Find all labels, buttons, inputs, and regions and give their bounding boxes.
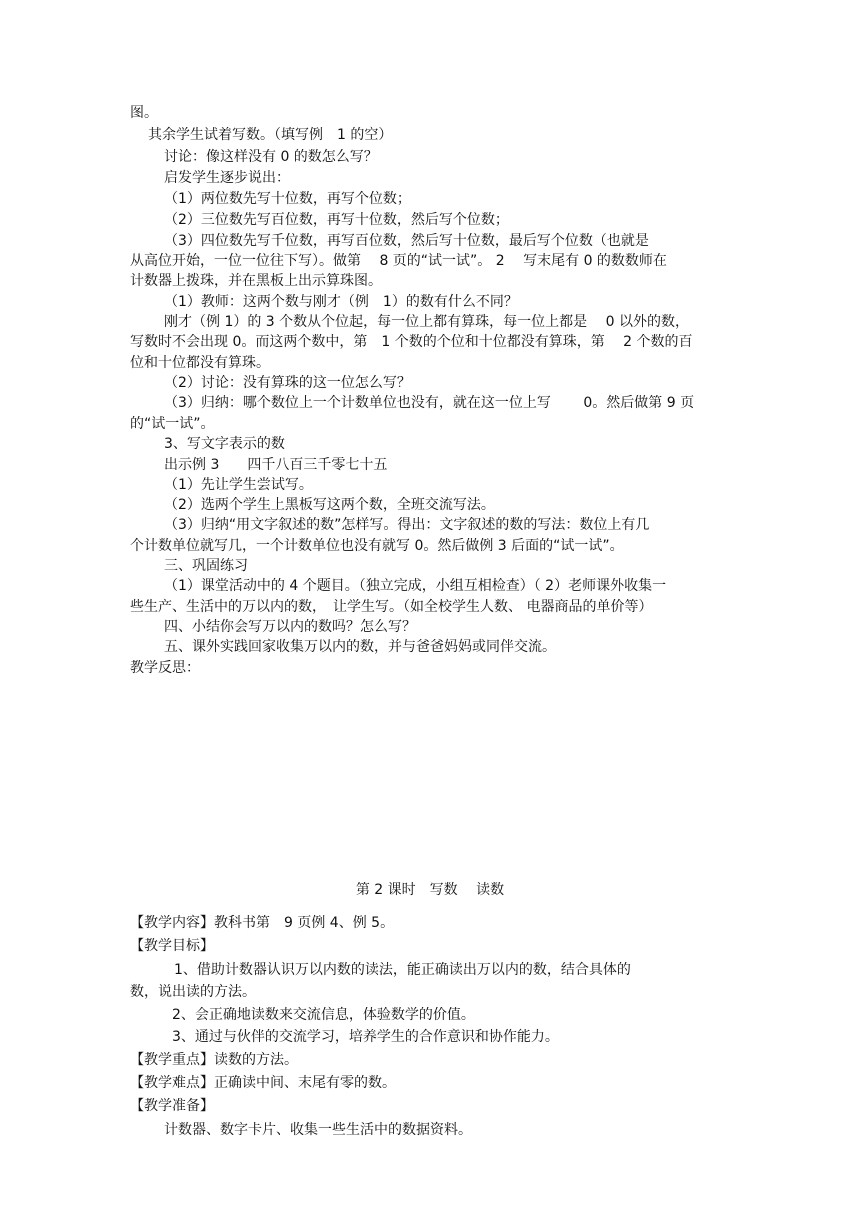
text-line: 【教学准备】 — [130, 1098, 214, 1114]
text-line: 讨论：像这样没有 0 的数怎么写？ — [164, 149, 378, 165]
text-line: （1）两位数先写十位数，再写个位数； — [164, 191, 411, 207]
text-line: 1、借助计数器认识万以内数的读法，能正确读出万以内的数，结合具体的 — [174, 962, 631, 978]
text-line: （3）归纳“用文字叙述的数”怎样写。得出：文字叙述的数的写法：数位上有几 — [164, 517, 650, 533]
text-line: 五、课外实践回家收集万以内的数，并与爸爸妈妈或同伴交流。 — [164, 639, 556, 655]
text-line: 3、通过与伙伴的交流学习，培养学生的合作意识和协作能力。 — [172, 1029, 559, 1045]
text-line: 数，说出读的方法。 — [130, 984, 256, 1000]
text-line: 出示例 3 四千八百三千零七十五 — [164, 457, 388, 473]
text-line: 计数器上拨珠，并在黑板上出示算珠图。 — [130, 273, 382, 289]
text-line: 【教学难点】正确读中间、末尾有零的数。 — [130, 1075, 396, 1091]
text-line: 的“试一试”。 — [130, 416, 215, 432]
text-line: （1）先让学生尝试写。 — [164, 477, 313, 493]
text-line: 三、巩固练习 — [164, 558, 248, 574]
text-line: 从高位开始，一位一位往下写）。做第 8 页的“试一试”。 2 写末尾有 0 的数数师在 — [130, 253, 667, 269]
text-line: 个计数单位就写几，一个计数单位也没有就写 0。然后做例 3 后面的“试一试”。 — [130, 538, 624, 554]
text-line: 教学反思： — [130, 660, 200, 676]
text-line: （2）选两个学生上黑板写这两个数，全班交流写法。 — [164, 497, 495, 513]
text-line: 刚才（例 1）的 3 个数从个位起，每一位上都有算珠，每一位上都是 0 以外的数， — [164, 314, 689, 330]
text-line: （2）讨论：没有算珠的这一位怎么写？ — [164, 375, 411, 391]
text-line: 其余学生试着写数。（填写例 1 的空） — [148, 127, 393, 143]
text-line: 【教学内容】教科书第 9 页例 4、例 5。 — [130, 915, 395, 931]
text-line: 位和十位都没有算珠。 — [130, 355, 270, 371]
text-line: 3、写文字表示的数 — [164, 436, 285, 452]
text-line: 【教学目标】 — [130, 938, 214, 954]
text-line: （1）课堂活动中的 4 个题目。（独立完成，小组互相检查）（ 2）老师课外收集一 — [164, 578, 667, 594]
text-line: （3）四位数先写千位数，再写百位数，然后写十位数，最后写个位数（也就是 — [164, 233, 649, 249]
text-line: 写数时不会出现 0。而这两个数中，第 1 个数的个位和十位都没有算珠，第 2 个数的百 — [130, 334, 693, 350]
text-line: （2）三位数先写百位数，再写十位数，然后写个位数； — [164, 212, 509, 228]
text-line: 启发学生逐步说出： — [164, 170, 290, 186]
text-line: （3）归纳：哪个数位上一个计数单位也没有，就在这一位上写 0。然后做第 9 页 — [164, 395, 695, 411]
text-line: 些生产、生活中的万以内的数， 让学生写。（如全校学生人数、 电器商品的单价等） — [130, 599, 653, 615]
text-line: 图。 — [130, 105, 158, 121]
text-line: 四、小结你会写万以内的数吗？怎么写？ — [164, 619, 416, 635]
text-line: 【教学重点】读数的方法。 — [130, 1052, 298, 1068]
lesson-heading: 第 2 课时 写数 读数 — [355, 882, 505, 898]
text-line: （1）教师：这两个数与刚才（例 1）的数有什么不同？ — [164, 294, 518, 310]
text-line: 计数器、数字卡片、收集一些生活中的数据资料。 — [164, 1122, 472, 1138]
text-line: 2、会正确地读数来交流信息，体验数学的价值。 — [172, 1007, 475, 1023]
